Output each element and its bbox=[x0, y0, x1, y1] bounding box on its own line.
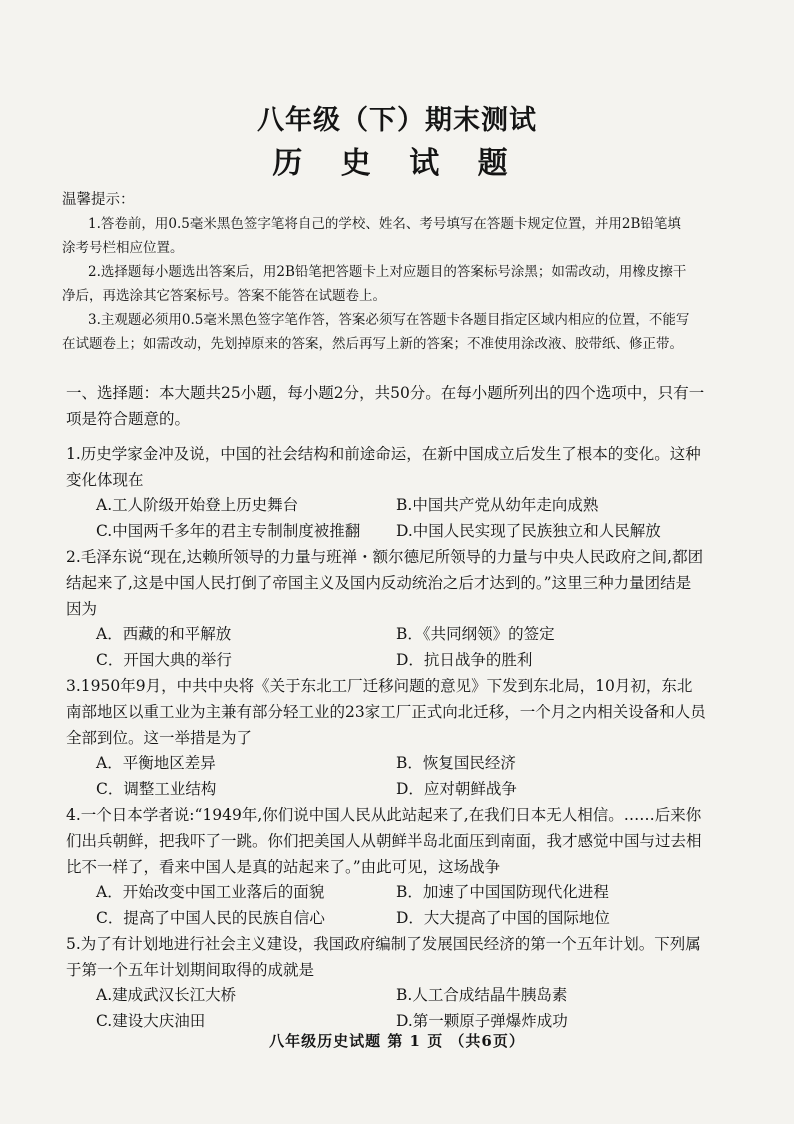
option-b: B.中国共产党从幼年走向成熟 bbox=[396, 496, 599, 514]
question-stem: 5.为了有计划地进行社会主义建设，我国政府编制了发展国民经济的第一个五年计划。下列属于第一个五年计划期间取得的成就是 bbox=[66, 935, 701, 979]
question-1 bbox=[66, 441, 706, 544]
option-a: A．开始改变中国工业落后的面貌 bbox=[96, 883, 325, 901]
instructions bbox=[62, 188, 694, 356]
option-group bbox=[96, 622, 706, 673]
option-group bbox=[96, 493, 706, 544]
question-4 bbox=[66, 802, 706, 931]
question-list bbox=[66, 441, 706, 1034]
option-a: A.工人阶级开始登上历史舞台 bbox=[96, 496, 299, 514]
option-c: C.中国两千多年的君主专制制度被推翻 bbox=[96, 521, 361, 540]
option-b: B.人工合成结晶牛胰岛素 bbox=[396, 986, 568, 1004]
option-a: A.建成武汉长江大桥 bbox=[96, 986, 237, 1004]
question-3 bbox=[66, 673, 706, 802]
question-stem: 2.毛泽东说“现在,达赖所领导的力量与班禅・额尔德尼所领导的力量与中央人民政府之间,都团结起来了,这是中国人民打倒了帝国主义及国内反动统治之后才达到的。”这里三种力量团结是因为 bbox=[66, 548, 704, 618]
exam-title: 八年级（下）期末测试 bbox=[257, 105, 537, 136]
option-b: B．恢复国民经济 bbox=[396, 754, 516, 772]
option-c: C．开国大典的举行 bbox=[96, 650, 232, 669]
instruction-item: 3.主观题必须用0.5毫米黑色签字笔作答，答案必须写在答题卡各题目指定区域内相应的位置，不能写在试题卷上；如需改动，先划掉原来的答案，然后再写上新的答案；不准使用涂改液、胶带纸、修正带。 bbox=[62, 312, 690, 352]
option-group bbox=[96, 880, 706, 931]
option-b: B．加速了中国国防现代化进程 bbox=[396, 883, 609, 901]
page-footer: 八年级历史试题 第 1 页 （共6页） bbox=[269, 1032, 525, 1050]
option-a: A．西藏的和平解放 bbox=[96, 625, 232, 643]
question-stem: 3.1950年9月，中共中央将《关于东北工厂迁移问题的意见》下发到东北局，10月初，东北南部地区以重工业为主兼有部分轻工业的23家工厂正式向北迁移，一个月之内相关设备和人员全部到位。这一举措是为了 bbox=[66, 677, 706, 747]
option-d: D.中国人民实现了民族独立和人民解放 bbox=[396, 521, 661, 540]
option-d: D.第一颗原子弹爆炸成功 bbox=[396, 1011, 568, 1030]
instructions-heading: 温馨提示： bbox=[62, 192, 135, 208]
option-c: C.建设大庆油田 bbox=[96, 1011, 206, 1030]
question-stem: 1.历史学家金冲及说，中国的社会结构和前途命运，在新中国成立后发生了根本的变化。这种变化体现在 bbox=[66, 445, 701, 489]
option-d: D．抗日战争的胜利 bbox=[396, 650, 533, 669]
question-stem: 4.一个日本学者说:“1949年,你们说中国人民从此站起来了,在我们日本无人相信。……后来你们出兵朝鲜，把我吓了一跳。你们把美国人从朝鲜半岛北面压到南面，我才感觉中国与过去相比不一样了，看来中国人是真的站起来了。”由此可见，这场战争 bbox=[66, 806, 702, 876]
question-2 bbox=[66, 544, 706, 673]
option-d: D．大大提高了中国的国际地位 bbox=[396, 908, 610, 927]
option-b: B．《共同纲领》的签定 bbox=[396, 625, 555, 643]
option-group bbox=[96, 983, 706, 1034]
option-a: A．平衡地区差异 bbox=[96, 754, 216, 772]
option-c: C．提高了中国人民的民族自信心 bbox=[96, 908, 325, 927]
exam-subtitle: 历 史 试 题 bbox=[272, 146, 522, 181]
option-group bbox=[96, 751, 706, 802]
instruction-item: 1.答卷前，用0.5毫米黑色签字笔将自己的学校、姓名、考号填写在答题卡规定位置，并用2B铅笔填涂考号栏相应位置。 bbox=[62, 216, 681, 256]
section-intro: 一、选择题：本大题共25小题，每小题2分，共50分。在每小题所列出的四个选项中，只有一项是符合题意的。 bbox=[66, 384, 705, 428]
instruction-item: 2.选择题每小题选出答案后，用2B铅笔把答题卡上对应题目的答案标号涂黑；如需改动，用橡皮擦干净后，再选涂其它答案标号。答案不能答在试题卷上。 bbox=[62, 264, 687, 304]
option-d: D．应对朝鲜战争 bbox=[396, 779, 517, 798]
option-c: C．调整工业结构 bbox=[96, 779, 217, 798]
question-5 bbox=[66, 931, 706, 1034]
